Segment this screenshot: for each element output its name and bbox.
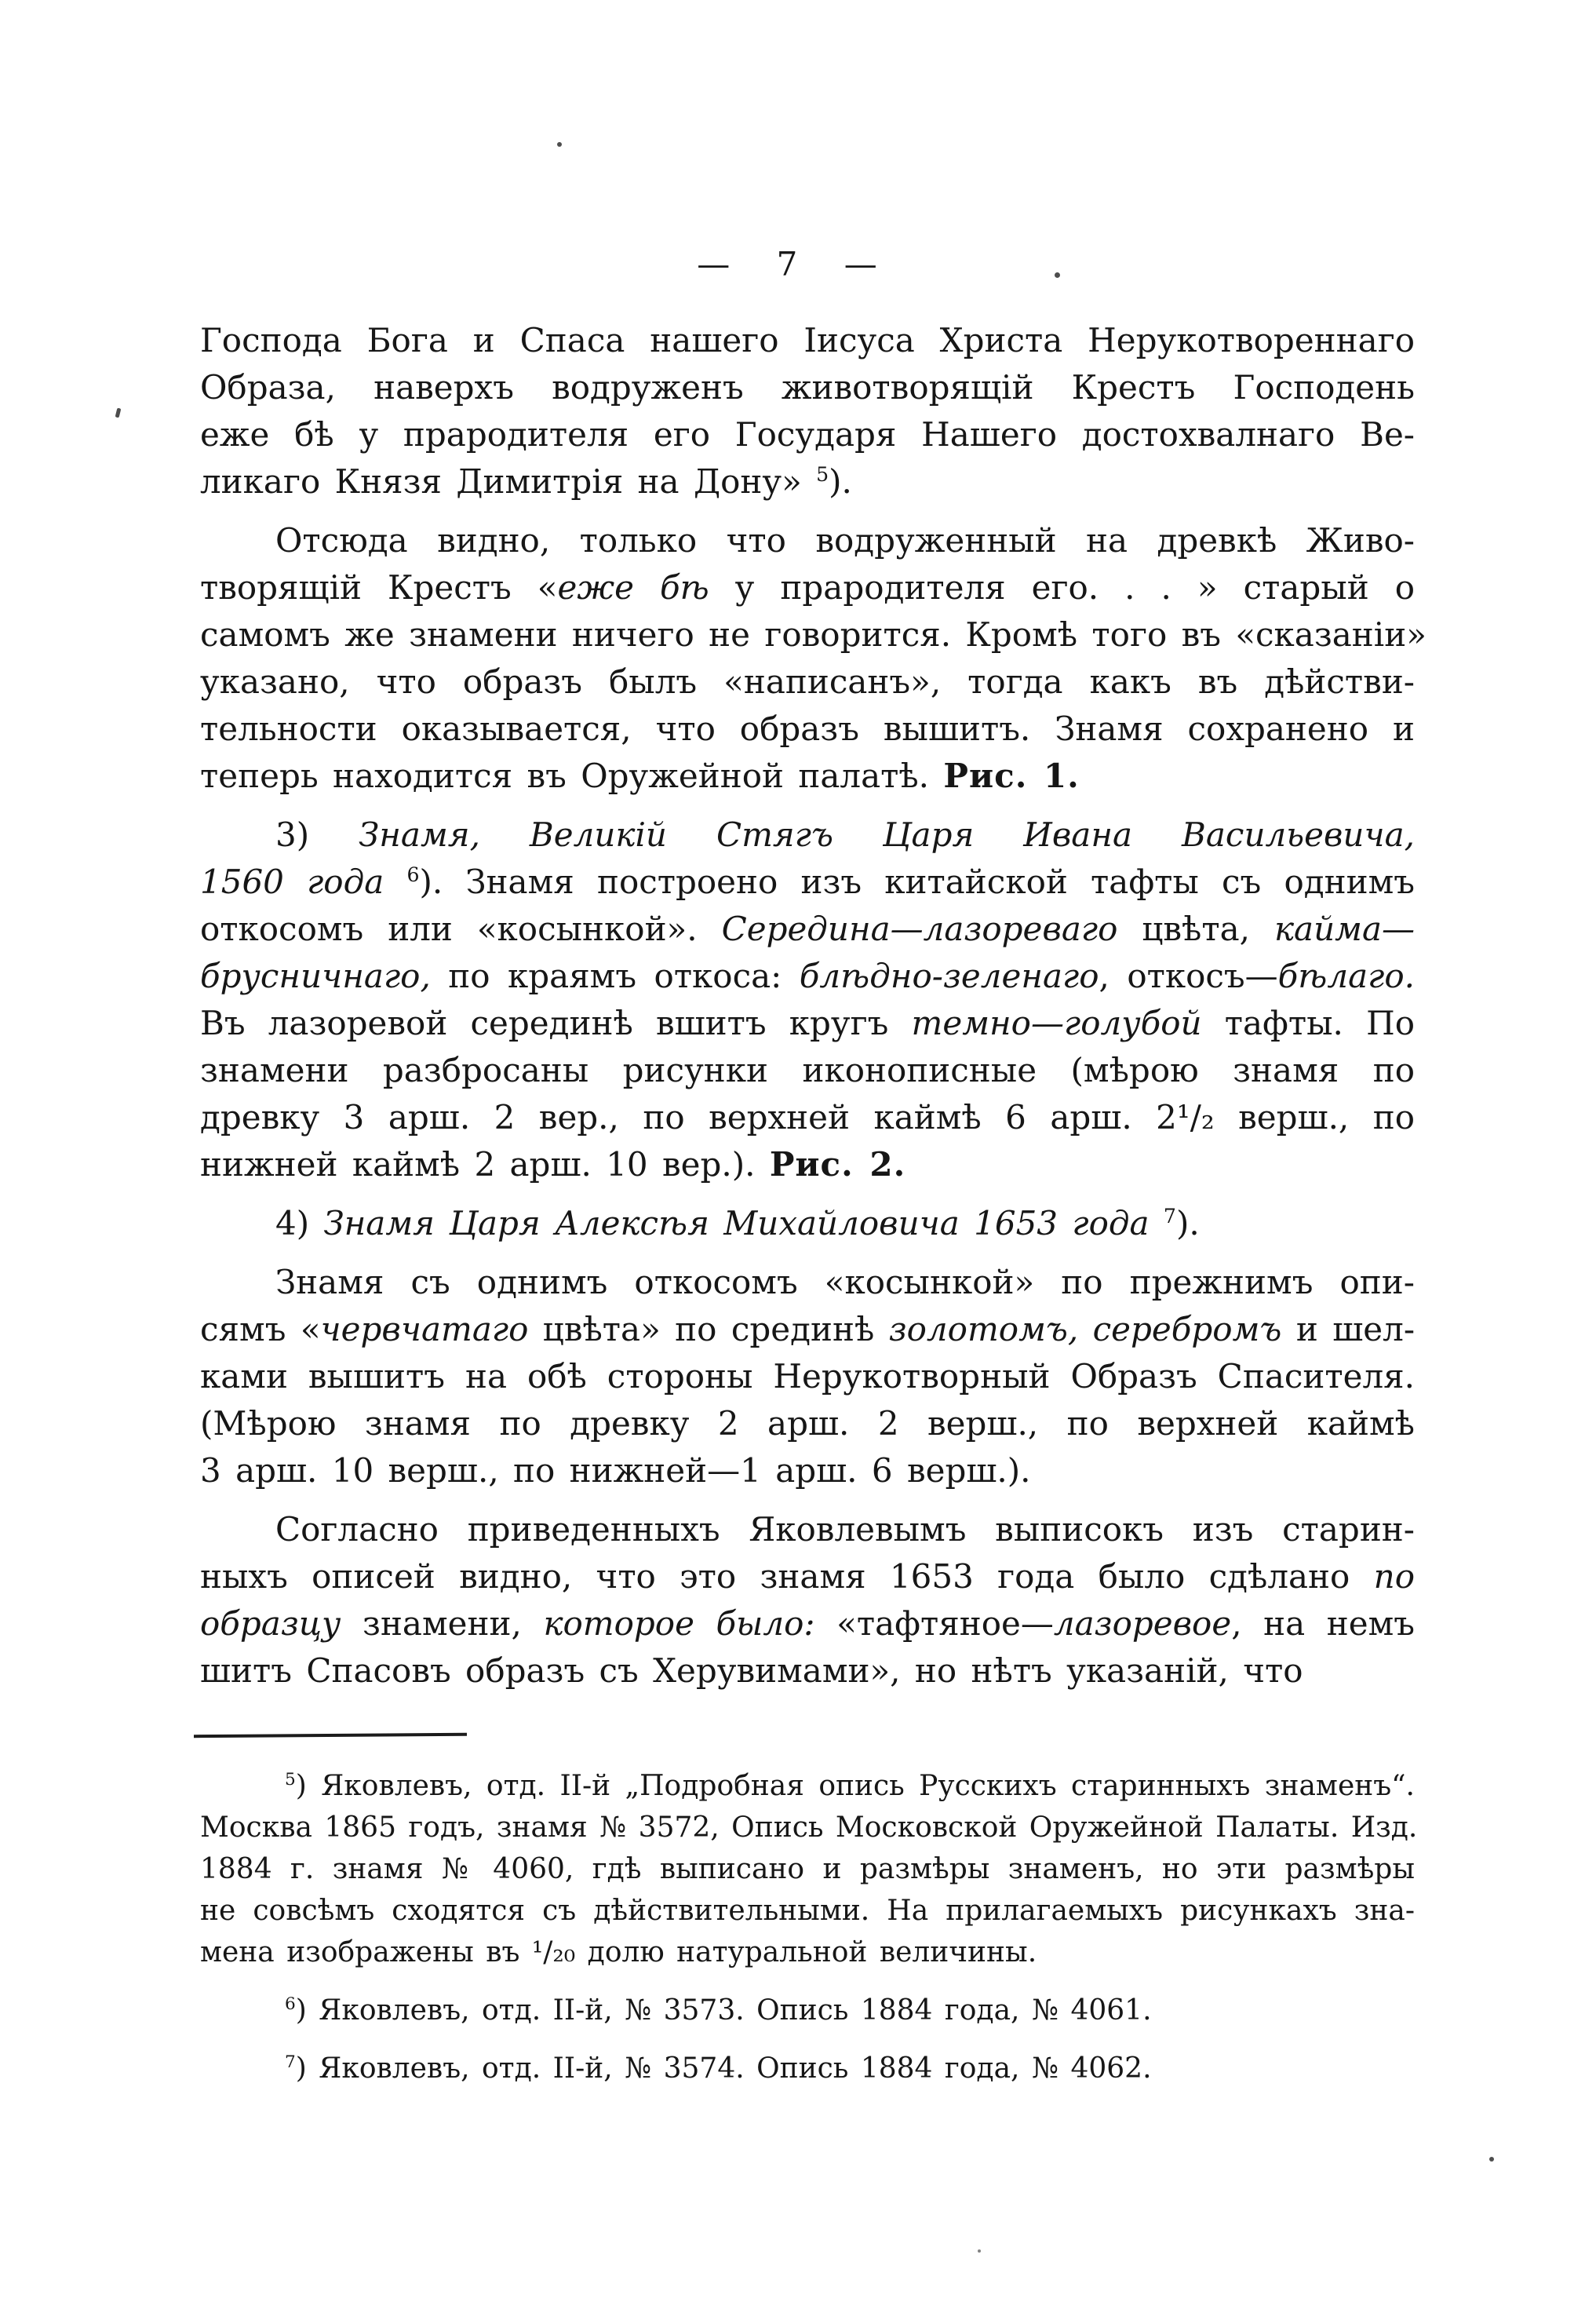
page-number-text: — 7 — [697, 245, 888, 283]
text-line [200, 1259, 1415, 1306]
text-line [200, 659, 1415, 706]
text-segment: цвѣта, [1142, 910, 1274, 948]
scan-speck [1489, 2157, 1494, 2162]
paragraph [200, 1506, 1415, 1695]
text-line [200, 1647, 1415, 1695]
text-segment: мена изображены въ ¹/₂₀ долю натуральной величины. [200, 1936, 1037, 1968]
footnote-marker: 5 [285, 1770, 296, 1790]
text-segment: , на немъ [1231, 1604, 1416, 1643]
text-segment: тельности оказывается, что образъ вышитъ. Знамя сохранено и [200, 710, 1415, 748]
text-segment: тафты. По [1224, 1004, 1415, 1042]
text-segment: шитъ Спасовъ образъ съ Херувимами», но нѣтъ указаній, что [200, 1651, 1303, 1690]
footnote-marker: 6 [285, 1994, 296, 2014]
text-segment: творящій Крестъ « [200, 568, 558, 607]
text-line [200, 1765, 1415, 1807]
paragraph [200, 812, 1415, 1188]
text-segment: лазоревое [1053, 1604, 1232, 1643]
footnote [200, 2048, 1415, 2089]
paragraph [200, 517, 1426, 800]
text-segment: сямъ « [200, 1310, 321, 1348]
text-segment: ) Яковлевъ, отд. II-й „Подробная опись Русскихъ старинныхъ знаменъ“. [295, 1770, 1415, 1802]
text-segment: у прародителя его. . . » старый о [709, 568, 1415, 607]
text-line [200, 1807, 1418, 1848]
text-line [200, 611, 1426, 659]
text-segment: Знамя, Великій Стягъ Царя Ивана Васильевича, [359, 815, 1415, 854]
footnote [200, 1990, 1415, 2031]
text-line [200, 564, 1415, 611]
paragraph [200, 1259, 1415, 1494]
text-line [200, 2048, 1415, 2089]
text-line [200, 317, 1415, 364]
text-segment: еже бѣ [557, 568, 709, 607]
text-segment: ) Яковлевъ, отд. II-й, № 3574. Опись 1884 года, № 4062. [295, 2052, 1152, 2085]
text-line [200, 1094, 1415, 1141]
text-segment: и шел- [1281, 1310, 1416, 1348]
footnote [200, 1765, 1418, 1973]
text-line [200, 753, 1415, 800]
paragraph [200, 1200, 1415, 1247]
scan-speck [978, 2249, 981, 2253]
text-segment: бѣлаго. [1277, 957, 1415, 995]
text-segment: ) Яковлевъ, отд. II-й, № 3573. Опись 1884 года, № 4061. [295, 1994, 1152, 2027]
text-segment: теперь находится въ Оружейной палатѣ. [200, 757, 944, 795]
text-segment: Знамя Царя Алексѣя Михайловича 1653 года [323, 1204, 1164, 1242]
text-segment: Середина—лазореваго [721, 910, 1142, 948]
text-segment: по [1373, 1557, 1415, 1596]
text-line [200, 1600, 1415, 1647]
text-segment: брусничнаго, [200, 957, 449, 995]
text-segment: темно—голубой [911, 1004, 1225, 1042]
text-segment: нижней каймѣ 2 арш. 10 вер.). [200, 1145, 770, 1184]
text-line [200, 1848, 1415, 1890]
text-segment: указано, что образъ былъ «написанъ», тогда какъ въ дѣйстви- [200, 662, 1415, 701]
text-segment: Отсюда видно, только что водруженный на древкѣ Живо- [275, 521, 1415, 560]
text-segment: 4) [275, 1204, 324, 1242]
paragraph [200, 317, 1415, 505]
footnote-marker: 7 [1163, 1205, 1176, 1228]
text-line [200, 953, 1415, 1000]
text-line [200, 364, 1415, 411]
text-line [200, 1353, 1415, 1400]
text-segment: Рис. 1. [943, 757, 1080, 795]
text-segment: знамени разбросаны рисунки иконописные (мѣрою знамя по [200, 1051, 1415, 1089]
scan-speck [1055, 272, 1060, 278]
text-line [200, 1990, 1415, 2031]
text-line [200, 1047, 1415, 1094]
text-segment: которое было: [543, 1604, 837, 1643]
text-segment: образцу [200, 1604, 363, 1643]
text-segment: знамени, [363, 1604, 544, 1643]
text-segment: ). Знамя построено изъ китайской тафты съ однимъ [419, 863, 1415, 901]
page-number [0, 245, 1585, 283]
text-line [200, 1932, 1415, 1973]
text-segment: кайма— [1273, 910, 1415, 948]
text-segment: Господа Бога и Спаса нашего Іисуса Христа Нерукотвореннаго [200, 321, 1415, 359]
text-segment: 3) [275, 815, 359, 854]
text-line [200, 1000, 1415, 1047]
text-segment: (Мѣрою знамя по древку 2 арш. 2 верш., по верхней каймѣ [200, 1404, 1415, 1443]
text-line [200, 812, 1415, 859]
text-segment: ныхъ описей видно, что это знамя 1653 года было сдѣлано [200, 1557, 1374, 1596]
text-segment: ). [829, 462, 852, 501]
text-segment: червчатаго [320, 1310, 529, 1348]
text-segment: Въ лазоревой серединѣ вшитъ кругъ [200, 1004, 912, 1042]
text-block [200, 317, 1426, 2089]
scan-speck [115, 408, 122, 418]
text-line [200, 1447, 1415, 1494]
text-segment: ). [1175, 1204, 1200, 1242]
text-segment: , откосъ— [1099, 957, 1278, 995]
text-segment: блѣдно-зеленаго [799, 957, 1099, 995]
text-line [200, 411, 1415, 458]
text-line [200, 1553, 1415, 1600]
text-line [200, 706, 1415, 753]
body-text [200, 317, 1426, 1695]
text-line [200, 1306, 1415, 1353]
text-line [200, 517, 1415, 564]
footnote-marker: 7 [285, 2052, 296, 2072]
text-segment: самомъ же знамени ничего не говорится. Кромѣ того въ «сказаніи» [200, 615, 1426, 654]
text-segment: откосомъ или «косынкой». [200, 910, 722, 948]
text-line [200, 1506, 1415, 1553]
text-segment: по краямъ откоса: [448, 957, 800, 995]
text-line [200, 458, 1415, 505]
text-line [200, 1200, 1415, 1247]
text-segment: древку 3 арш. 2 вер., по верхней каймѣ 6 арш. 2¹/₂ верш., по [200, 1098, 1415, 1136]
footnote-separator [194, 1733, 467, 1738]
footnote-marker: 5 [816, 463, 829, 486]
text-line [200, 906, 1415, 953]
text-line [200, 1141, 1415, 1188]
text-segment: 1560 года [200, 863, 407, 901]
footnote-marker: 6 [406, 863, 420, 886]
text-segment: ликаго Князя Димитрія на Дону» [200, 462, 817, 501]
text-segment: Знамя съ однимъ откосомъ «косынкой» по прежнимъ опи- [275, 1263, 1415, 1301]
footnotes [200, 1765, 1418, 2089]
text-line [200, 859, 1415, 906]
text-segment: ками вышитъ на обѣ стороны Нерукотворный Образъ Спасителя. [200, 1357, 1415, 1395]
text-segment: еже бѣ у прародителя его Государя Нашего достохвалнаго Ве- [200, 415, 1415, 454]
text-line [200, 1400, 1415, 1447]
text-segment: Согласно приведенныхъ Яковлевымъ выписокъ изъ старин- [275, 1510, 1415, 1549]
text-segment: «тафтяное— [836, 1604, 1054, 1643]
text-segment: Москва 1865 годъ, знамя № 3572, Опись Московской Оружейной Палаты. Изд. [200, 1811, 1418, 1844]
text-segment: золотомъ, серебромъ [888, 1310, 1282, 1348]
text-line [200, 1890, 1415, 1932]
text-segment: Рис. 2. [769, 1145, 906, 1184]
text-segment: не совсѣмъ сходятся съ дѣйствительными. На прилагаемыхъ рисункахъ зна- [200, 1895, 1415, 1927]
text-segment: цвѣта» по срединѣ [528, 1310, 889, 1348]
text-segment: 3 арш. 10 верш., по нижней—1 арш. 6 верш.). [200, 1451, 1031, 1490]
scan-speck [557, 142, 562, 147]
text-segment: 1884 г. знамя № 4060, гдѣ выписано и размѣры знаменъ, но эти размѣры [200, 1853, 1415, 1885]
text-segment: Образа, наверхъ водруженъ животворящій Крестъ Господень [200, 368, 1415, 407]
